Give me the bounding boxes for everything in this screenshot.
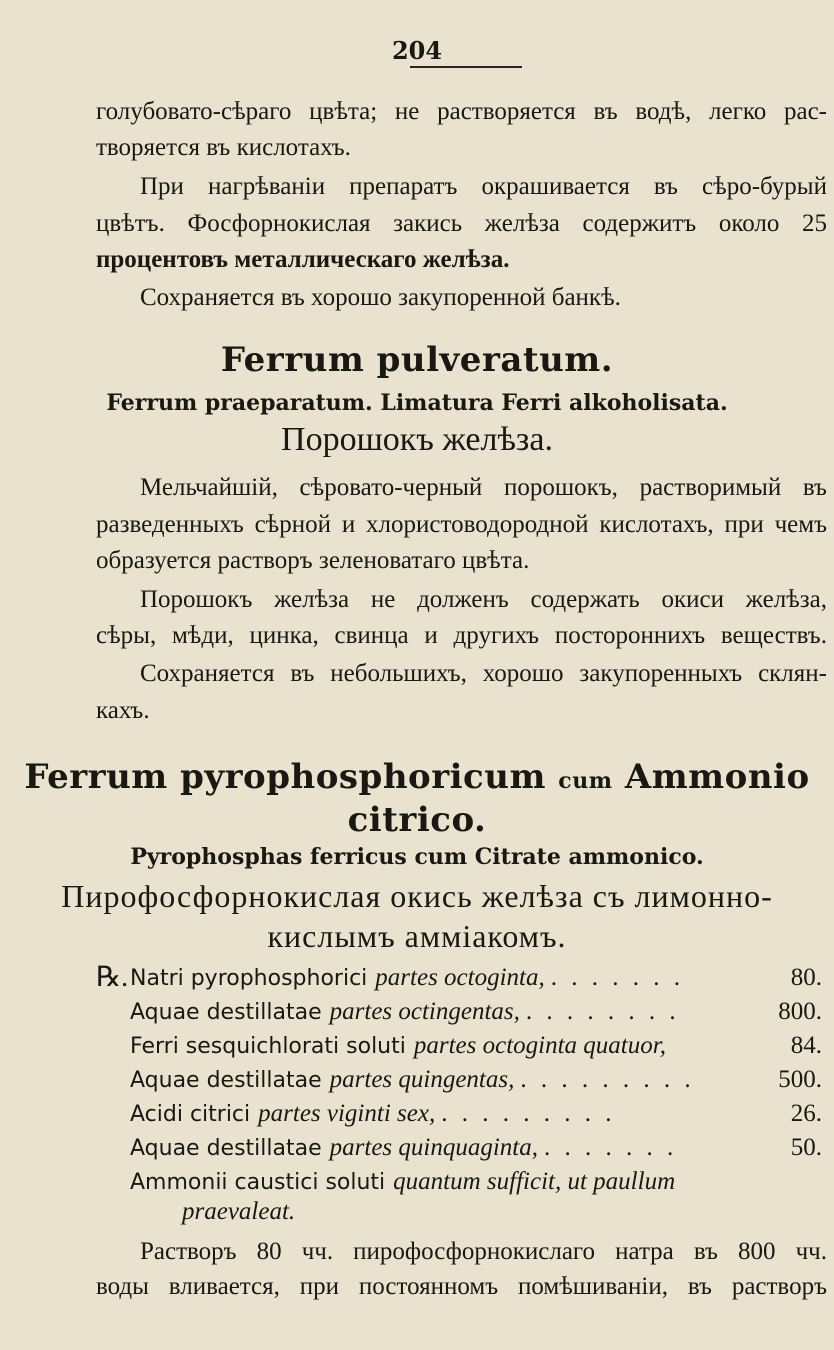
recipe-quantity: partes viginti sex,	[258, 1100, 436, 1127]
recipe-ingredient: Acidi citrici	[130, 1102, 251, 1127]
recipe-row	[130, 1064, 822, 1097]
recipe-amount: 800.	[778, 998, 822, 1025]
recipe-quantity: partes octingentas,	[329, 998, 520, 1025]
text-line: кахъ.	[96, 697, 150, 724]
text-line: процентовъ металлическаго желѣза.	[96, 246, 510, 273]
section-russian-title: Порошокъ желѣза.	[281, 421, 553, 458]
recipe-leader: . . . . . . .	[550, 964, 684, 991]
recipe-row	[130, 1132, 822, 1165]
text-line: Сохраняется въ небольшихъ, хорошо закупоренныхъ склян-	[140, 660, 827, 687]
recipe-quantity: partes quingentas,	[329, 1066, 515, 1093]
section-russian-title: Пирофосфорнокислая окись желѣза съ лимонно-	[61, 878, 773, 914]
recipe-leader: . . . . . . .	[543, 1134, 678, 1161]
header-rule	[410, 66, 522, 68]
recipe-ingredient: Ammonii caustici soluti	[130, 1170, 386, 1195]
recipe-quantity: partes octoginta,	[375, 964, 545, 991]
recipe-amount: 84.	[790, 1032, 822, 1059]
text-line: разведенныхъ сѣрной и хлористоводородной кислотахъ, при чемъ	[96, 511, 827, 538]
recipe-symbol: ℞.	[96, 962, 129, 993]
recipe-row	[130, 1166, 822, 1199]
recipe-quantity: quantum sufficit, ut paullum	[393, 1168, 676, 1195]
recipe-row	[130, 996, 822, 1029]
text-line: воды вливается, при постоянномъ помѣшиваніи, въ растворъ	[96, 1273, 827, 1300]
recipe-row	[130, 1098, 822, 1131]
recipe-amount: 80.	[790, 964, 822, 991]
title-part: Ferrum pyrophosphoricum	[24, 757, 546, 797]
recipe-quantity: partes octoginta quatuor,	[413, 1032, 666, 1059]
text-line: При нагрѣваніи препаратъ окрашивается въ сѣро-бурый	[140, 173, 827, 200]
recipe-row	[130, 962, 822, 995]
page-number: 204	[391, 36, 443, 65]
text-line: Растворъ 80 чч. пирофосфорнокислаго натра въ 800 чч.	[140, 1238, 827, 1265]
section-synonyms: Ferrum praeparatum. Limatura Ferri alkoholisata.	[106, 390, 728, 416]
text-line: сѣры, мѣди, цинка, свинца и другихъ постороннихъ веществъ.	[96, 622, 827, 649]
recipe-row	[130, 1030, 822, 1063]
recipe-row-cont	[182, 1196, 834, 1228]
section-title: Ferrum pulveratum.	[220, 340, 614, 380]
recipe-ingredient: Ferri sesquichlorati soluti	[130, 1034, 406, 1059]
section-title-cont: citrico.	[347, 800, 487, 840]
recipe-amount: 50.	[790, 1134, 822, 1161]
recipe-ingredient: Aquae destillatae	[130, 1136, 322, 1161]
text-line: образуется растворъ зеленоватаго цвѣта.	[96, 547, 530, 574]
section-title	[0, 757, 834, 797]
text-line: голубовато-сѣраго цвѣта; не растворяется въ водѣ, легко рас-	[96, 98, 827, 125]
recipe-quantity: partes quinquaginta,	[329, 1134, 538, 1161]
text-line: Порошокъ желѣза не долженъ содержать окиси желѣза,	[140, 586, 827, 613]
recipe-amount: 500.	[778, 1066, 822, 1093]
text-line: Мельчайшій, сѣровато-черный порошокъ, растворимый въ	[140, 474, 827, 501]
recipe-quantity: praevaleat.	[182, 1198, 296, 1225]
text-line: Сохраняется въ хорошо закупоренной банкѣ.	[140, 284, 621, 311]
section-synonyms: Pyrophosphas ferricus cum Citrate ammonico.	[130, 844, 704, 870]
recipe-leader: . . . . . . . . .	[520, 1066, 695, 1093]
section-russian-title-cont: кислымъ аммiакомъ.	[267, 918, 567, 954]
recipe-leader: . . . . . . . . .	[441, 1100, 616, 1127]
recipe-leader: . . . . . . . .	[525, 998, 680, 1025]
title-part: cum	[558, 768, 613, 794]
text-line: творяется въ кислотахъ.	[96, 134, 351, 161]
recipe-ingredient: Aquae destillatae	[130, 1068, 322, 1093]
recipe-ingredient: Aquae destillatae	[130, 1000, 322, 1025]
recipe-amount: 26.	[790, 1100, 822, 1127]
text-line: цвѣтъ. Фосфорнокислая закись желѣза содержитъ около 25	[96, 210, 827, 237]
recipe-ingredient: Natri pyrophosphorici	[130, 966, 368, 991]
title-part: Ammonio	[624, 757, 810, 797]
